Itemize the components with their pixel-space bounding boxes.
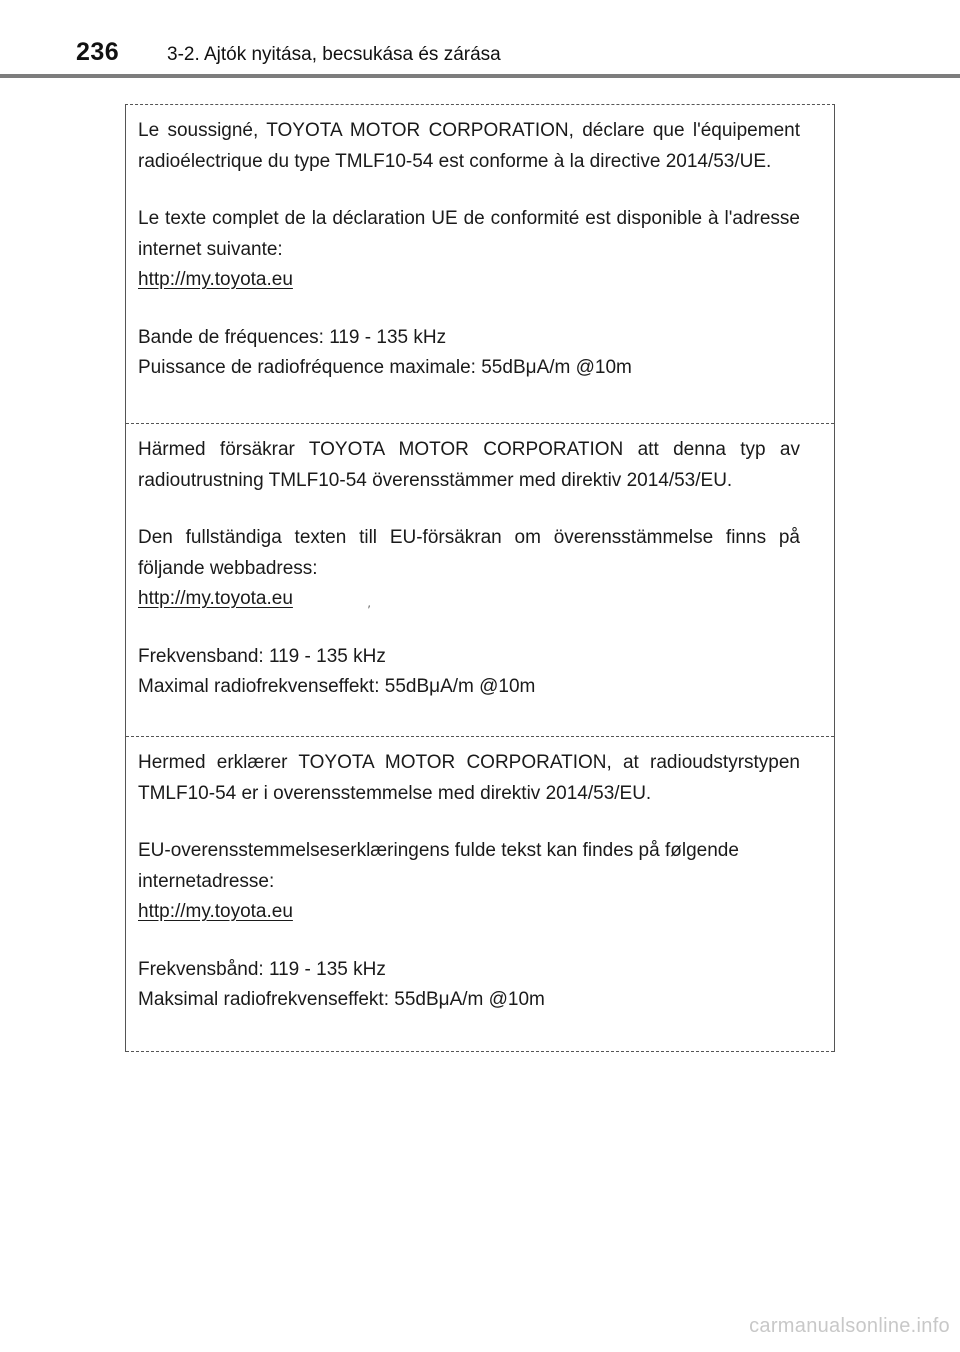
max-power-text: Maksimal radiofrekvenseffekt: 55dBμA/m @10m [138,989,545,1010]
declaration-url-link[interactable]: http://my.toyota.eu [138,588,293,609]
fulltext-intro: Le texte complet de la déclaration UE de conformité est disponible à l'adresse internet suivante: [138,208,800,260]
declaration-text: Härmed försäkrar TOYOTA MOTOR CORPORATION att denna typ av radioutrustning TMLF10-54 överensstämmer med direktiv 2014/53/EU. [138,439,800,491]
paragraph-gap [138,296,800,323]
max-power-text: Maximal radiofrekvenseffekt: 55dBμA/m @10m [138,676,536,697]
declaration-section-danish [126,737,834,1052]
paragraph-gap [138,809,800,836]
header-divider [0,74,960,78]
max-power-text: Puissance de radiofréquence maximale: 55dBμA/m @10m [138,357,632,378]
frequency-band-text: Bande de fréquences: 119 - 135 kHz [138,326,447,348]
paragraph-gap [138,928,800,955]
paragraph-gap [138,496,800,523]
declaration-section-french [126,105,834,424]
section-title: 3-2. Ajtók nyitása, becsukása és zárása [167,44,501,65]
page-number: 236 [76,38,120,66]
frequency-band-text: Frekvensband: 119 - 135 kHz [138,645,386,667]
declaration-section-swedish [126,424,834,737]
page-header [0,0,960,80]
declaration-url-link[interactable]: http://my.toyota.eu [138,269,293,290]
fulltext-intro: EU-overensstemmelseserklæringens fulde tekst kan findes på følgende internetadresse: [138,840,739,892]
frequency-band-text: Frekvensbånd: 119 - 135 kHz [138,958,386,980]
watermark-text: carmanualsonline.info [749,1315,950,1337]
declaration-box [125,104,835,1052]
stray-mark: ′ [368,604,371,616]
paragraph-gap [138,177,800,204]
declaration-text: Le soussigné, TOYOTA MOTOR CORPORATION, déclare que l'équipement radioélectrique du type TMLF10-54 est conforme à la directive 2014/53/UE. [138,120,800,172]
fulltext-intro: Den fullständiga texten till EU-försäkran om överensstämmelse finns på följande webbadress: [138,527,800,579]
declaration-text: Hermed erklærer TOYOTA MOTOR CORPORATION, at radioudstyrstypen TMLF10-54 er i overensstemmelse med direktiv 2014/53/EU. [138,752,800,804]
paragraph-gap [138,615,800,642]
declaration-url-link[interactable]: http://my.toyota.eu [138,901,293,922]
